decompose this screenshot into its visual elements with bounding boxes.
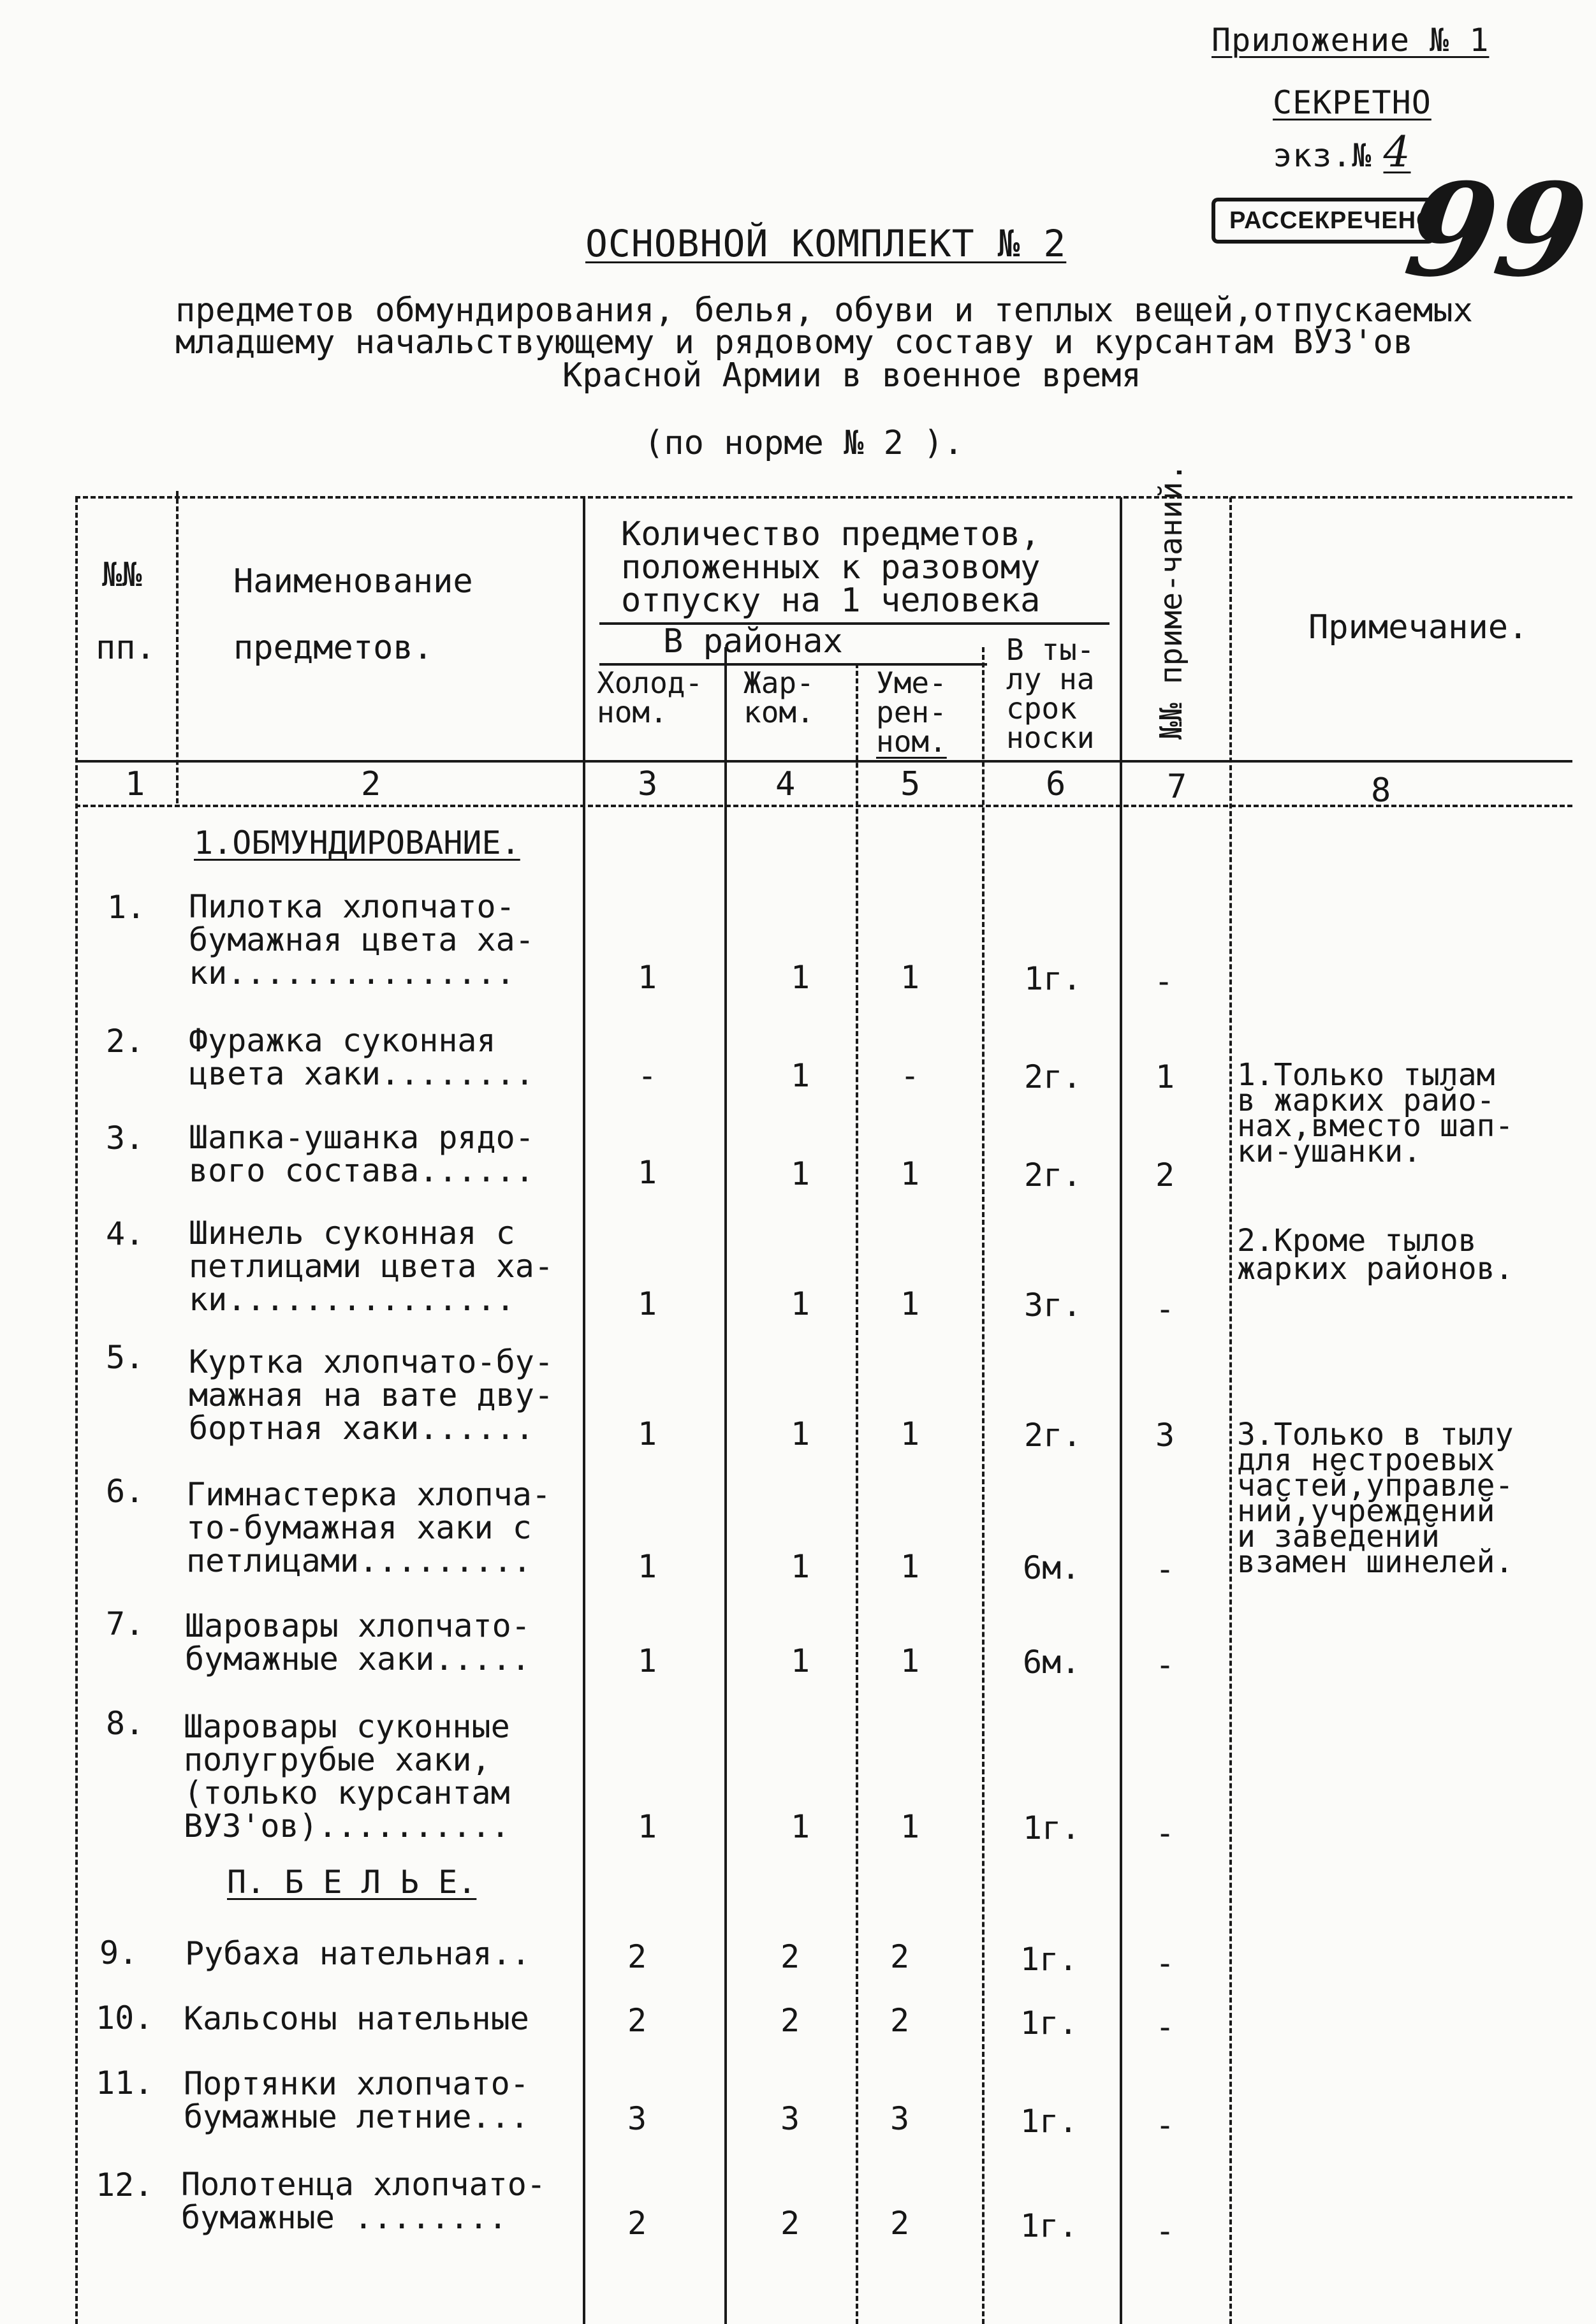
- hot-header-b: ком.: [743, 695, 814, 729]
- notes-number-header: №№ приме-чаний.: [1153, 463, 1189, 740]
- col-number-1: 1: [125, 765, 145, 803]
- row-rear-term: 2г.: [1024, 1058, 1082, 1095]
- row-note-ref: -: [1155, 1646, 1175, 1683]
- row-item-name: Портянки хлопчато- бумажные летние...: [184, 2065, 529, 2135]
- col-number-border: [75, 805, 1572, 807]
- row-rear-term: 2г.: [1024, 1417, 1082, 1454]
- rear-header-a: В ты-: [1006, 632, 1095, 667]
- col5-divider: [982, 647, 985, 2324]
- row-moderate-qty: -: [900, 1057, 920, 1094]
- row-number: 5.: [106, 1339, 145, 1376]
- row-item-name: Полотенца хлопчато- бумажные ........: [181, 2166, 546, 2236]
- row-rear-term: 6м.: [1023, 1644, 1081, 1681]
- row-hot-qty: 2: [780, 1938, 800, 1975]
- row-rear-term: 1г.: [1024, 960, 1082, 997]
- remark-3: 3.Только в тылу для нестроевых частей,управле- ний,учреждений и заведений взамен шинелей.: [1237, 1417, 1514, 1580]
- subtitle-line-2: младшему начальствующему и рядовому составу и курсантам ВУЗ'ов: [175, 323, 1414, 362]
- cold-header-b: ном.: [597, 695, 668, 729]
- col-number-5: 5: [900, 765, 921, 803]
- section-linen: П. Б Е Л Ь Е.: [227, 1864, 477, 1901]
- row-moderate-qty: 1: [900, 1808, 920, 1845]
- row-hot-qty: 1: [791, 1642, 810, 1679]
- document-title: ОСНОВНОЙ КОМПЛЕКТ № 2: [585, 222, 1067, 265]
- row-cold-qty: 2: [627, 2205, 647, 2242]
- row-moderate-qty: 1: [900, 1155, 920, 1192]
- copy-label: экз.№: [1273, 137, 1372, 174]
- row-rear-term: 1г.: [1020, 2207, 1078, 2244]
- qty-header-b: положенных к разовому: [621, 548, 1041, 587]
- row-cold-qty: 1: [638, 1154, 657, 1191]
- remark-1: 1.Только тылам в жарких райо- нах,вместо шап- ки-ушанки.: [1237, 1057, 1514, 1169]
- qty-header-c: отпуску на 1 человека: [621, 581, 1041, 620]
- col1-header-b: пп.: [96, 629, 156, 667]
- remark-2: 2.Кроме тылов жарких районов.: [1237, 1223, 1514, 1287]
- row-moderate-qty: 3: [890, 2100, 910, 2137]
- row-note-ref: 2: [1155, 1157, 1175, 1194]
- row-note-ref: -: [1155, 1551, 1175, 1588]
- row-note-ref: 1: [1155, 1058, 1175, 1095]
- row-cold-qty: 1: [638, 1548, 657, 1585]
- row-hot-qty: 1: [791, 959, 810, 996]
- row-moderate-qty: 1: [900, 959, 920, 996]
- row-rear-term: 1г.: [1020, 1941, 1078, 1978]
- rear-header-b: лу на: [1006, 662, 1095, 696]
- subtitle-line-1: предметов обмундирования, белья, обуви и теплых вещей,отпускаемых: [175, 291, 1473, 330]
- row-rear-term: 1г.: [1023, 1809, 1081, 1846]
- col6-divider: [1120, 497, 1122, 2324]
- row-item-name: Гимнастерка хлопча- то-бумажная хаки с петлицами.........: [186, 1476, 551, 1579]
- row-rear-term: 2г.: [1024, 1157, 1082, 1194]
- row-number: 9.: [99, 1934, 138, 1971]
- row-hot-qty: 1: [791, 1155, 810, 1192]
- row-note-ref: -: [1155, 2107, 1175, 2144]
- col-number-4: 4: [775, 765, 796, 803]
- row-rear-term: 6м.: [1023, 1549, 1081, 1586]
- row-cold-qty: 2: [627, 2002, 647, 2039]
- row-item-name: Шаровары суконные полугрубые хаки, (только курсантам ВУЗ'ов)..........: [184, 1708, 510, 1845]
- section-uniform: 1.ОБМУНДИРОВАНИЕ.: [194, 824, 520, 861]
- rear-header-d: носки: [1006, 720, 1095, 755]
- col3-divider: [724, 647, 727, 2324]
- col-number-8: 8: [1371, 771, 1391, 810]
- col1-divider: [176, 491, 179, 803]
- row-hot-qty: 1: [791, 1548, 810, 1585]
- row-number: 1.: [107, 889, 146, 926]
- handwritten-page-mark: 99: [1397, 156, 1596, 305]
- col-number-7: 7: [1167, 768, 1187, 806]
- row-moderate-qty: 1: [900, 1548, 920, 1585]
- row-note-ref: -: [1155, 2008, 1175, 2045]
- row-item-name: Шаровары хлопчато- бумажные хаки.....: [185, 1607, 531, 1677]
- moderate-header-a: Уме-: [876, 666, 947, 700]
- row-hot-qty: 2: [780, 2205, 800, 2242]
- row-note-ref: -: [1155, 1815, 1175, 1852]
- row-rear-term: 1г.: [1020, 2103, 1078, 2140]
- secrecy-label: СЕКРЕТНО: [1273, 84, 1431, 121]
- col-number-3: 3: [638, 765, 658, 803]
- row-moderate-qty: 1: [900, 1285, 920, 1322]
- row-cold-qty: -: [638, 1057, 657, 1094]
- row-number: 8.: [106, 1705, 145, 1742]
- col4-divider: [856, 663, 858, 2324]
- row-note-ref: -: [1155, 2212, 1175, 2249]
- row-note-ref: -: [1154, 963, 1174, 1000]
- row-number: 4.: [106, 1215, 145, 1252]
- row-moderate-qty: 2: [890, 2002, 910, 2039]
- row-hot-qty: 1: [791, 1285, 810, 1322]
- row-moderate-qty: 1: [900, 1642, 920, 1679]
- col2-header-a: Наименование: [233, 562, 473, 601]
- row-number: 11.: [96, 2065, 154, 2101]
- row-moderate-qty: 2: [890, 2205, 910, 2242]
- row-rear-term: 3г.: [1024, 1287, 1082, 1324]
- row-note-ref: -: [1155, 1945, 1175, 1982]
- row-item-name: Кальсоны нательные: [184, 2000, 529, 2037]
- col2-header-b: предметов.: [233, 629, 434, 667]
- row-hot-qty: 2: [780, 2002, 800, 2039]
- row-cold-qty: 1: [638, 959, 657, 996]
- col7-divider: [1229, 497, 1232, 2324]
- row-moderate-qty: 1: [900, 1415, 920, 1452]
- row-rear-term: 1г.: [1020, 2005, 1078, 2042]
- qty-header-a: Количество предметов,: [621, 515, 1041, 553]
- row-cold-qty: 2: [627, 1938, 647, 1975]
- row-number: 6.: [106, 1473, 145, 1510]
- row-item-name: Фуражка суконная цвета хаки........: [189, 1022, 534, 1092]
- moderate-header-b: рен-: [876, 695, 947, 729]
- table-top-border: [75, 496, 1572, 499]
- table-left-border: [75, 497, 78, 2324]
- regions-header: В районах: [663, 622, 843, 661]
- row-cold-qty: 3: [627, 2100, 647, 2137]
- row-hot-qty: 1: [791, 1057, 810, 1094]
- row-cold-qty: 1: [638, 1285, 657, 1322]
- row-item-name: Шапка-ушанка рядо- вого состава......: [189, 1119, 534, 1189]
- row-note-ref: 3: [1155, 1417, 1175, 1454]
- col-number-2: 2: [361, 765, 381, 803]
- row-item-name: Пилотка хлопчато- бумажная цвета ха- ки...............: [189, 888, 534, 991]
- appendix-label: Приложение № 1: [1212, 22, 1490, 59]
- row-hot-qty: 1: [791, 1415, 810, 1452]
- row-hot-qty: 1: [791, 1808, 810, 1845]
- col2-divider: [583, 497, 585, 2324]
- hot-header-a: Жар-: [743, 666, 814, 700]
- moderate-header-c: ном.: [876, 724, 947, 759]
- row-hot-qty: 3: [780, 2100, 800, 2137]
- row-cold-qty: 1: [638, 1415, 657, 1452]
- col1-header-a: №№: [102, 556, 142, 594]
- copy-number: 4: [1383, 128, 1411, 177]
- cold-header-a: Холод-: [597, 666, 703, 700]
- remark-header: Примечание.: [1308, 608, 1528, 647]
- row-number: 2.: [106, 1023, 145, 1060]
- row-note-ref: -: [1155, 1290, 1175, 1327]
- row-number: 10.: [96, 1999, 154, 2036]
- copy-number-label: [1273, 128, 1423, 177]
- subtitle-line-3: Красной Армии в военное время: [562, 356, 1141, 395]
- header-bottom-border: [75, 760, 1572, 763]
- row-number: 12.: [96, 2167, 154, 2203]
- col-number-6: 6: [1046, 765, 1066, 803]
- row-cold-qty: 1: [638, 1642, 657, 1679]
- row-moderate-qty: 2: [890, 1938, 910, 1975]
- rear-header-c: срок: [1006, 691, 1077, 726]
- row-item-name: Рубаха нательная..: [185, 1935, 531, 1972]
- row-item-name: Куртка хлопчато-бу- мажная на вате дву- бортная хаки......: [189, 1343, 553, 1447]
- row-number: 7.: [106, 1605, 145, 1642]
- row-item-name: Шинель суконная с петлицами цвета ха- ки...............: [189, 1215, 553, 1318]
- row-number: 3.: [106, 1120, 145, 1157]
- norm-label: (по норме № 2 ).: [644, 424, 963, 462]
- declassified-stamp: РАССЕКРЕЧЕНО: [1212, 198, 1435, 244]
- row-cold-qty: 1: [638, 1808, 657, 1845]
